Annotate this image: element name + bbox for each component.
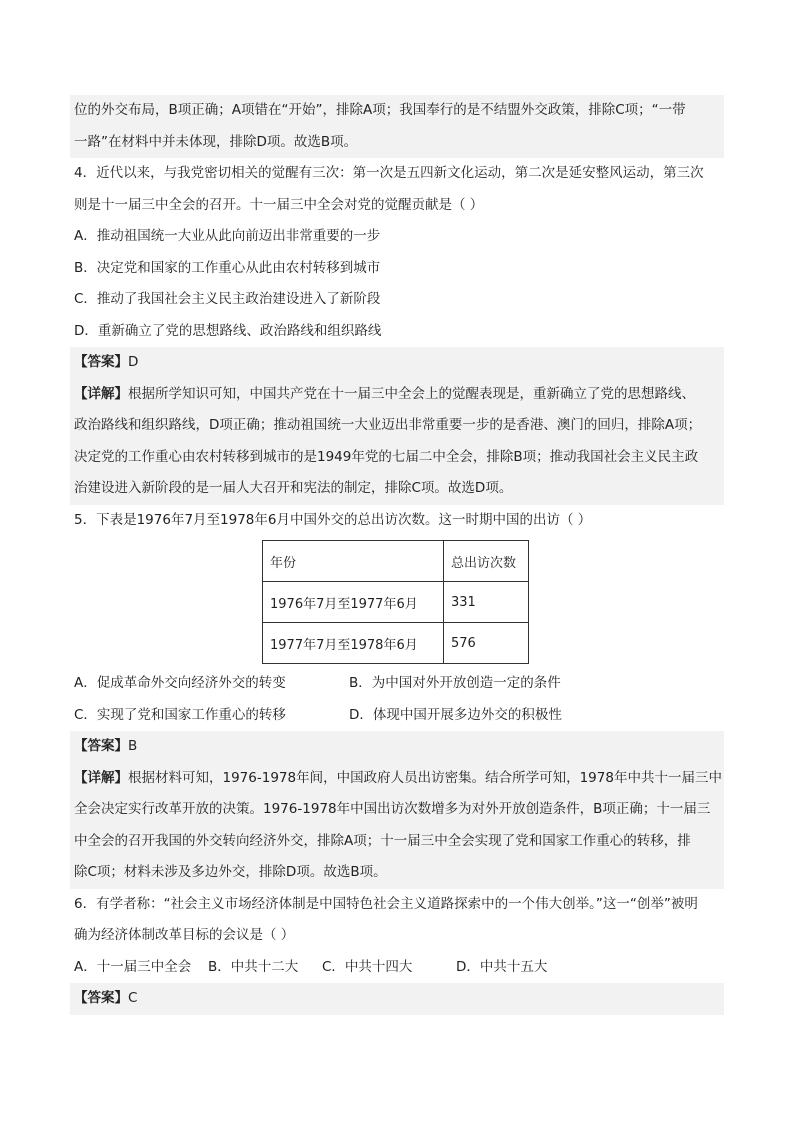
option-d: D．重新确立了党的思想路线、政治路线和组织路线 (74, 322, 382, 339)
detail-line: 治建设进入新阶段的是一届人大召开和宪法的制定，排除C项。故选D项。 (70, 473, 724, 505)
outbound-visits-table (262, 540, 529, 664)
prev-detail-line: 一路”在材料中并未体现，排除D项。故选B项。 (70, 127, 724, 159)
table-row (263, 623, 529, 664)
question-stem: 6．有学者称：“社会主义市场经济体制是中国特色社会主义道路探索中的一个伟大创举。”这一“创举”被明 (74, 895, 698, 912)
detail-line: 政治路线和组织路线，D项正确；推动祖国统一大业迈出非常重要一步的是香港、澳门的回归，排除A项； (70, 410, 724, 442)
detail-line: 除C项；材料未涉及多边外交，排除D项。故选B项。 (70, 857, 724, 889)
table-cell: 1976年7月至1977年6月 (263, 582, 444, 623)
detail-label: 【详解】 (74, 769, 128, 786)
table-header-row (263, 541, 529, 582)
detail-line: 中全会的召开我国的外交转向经济外交，排除A项；十一届三中全会实现了党和国家工作重心的转移，排 (70, 826, 724, 858)
document-page (70, 95, 724, 1015)
table-header-cell: 总出访次数 (444, 541, 529, 582)
detail-line (70, 379, 724, 411)
answer-line (70, 983, 724, 1015)
question-stem: 5．下表是1976年7月至1978年6月中国外交的总出访次数。这一时期中国的出访（ ） (74, 511, 592, 528)
detail-line: 全会决定实行改革开放的决策。1976-1978年中国出访次数增多为对外开放创造条件，B项正确；十一届三 (70, 794, 724, 826)
answer-label: 【答案】 (74, 990, 128, 1006)
answer-value: B (128, 738, 138, 754)
option-b: B．决定党和国家的工作重心从此由农村转移到城市 (74, 259, 381, 276)
option-d: D．中共十五大 (456, 958, 548, 975)
option-a: A．十一届三中全会 (74, 958, 192, 975)
options-row (70, 700, 724, 732)
detail-line (70, 763, 724, 795)
options-row (70, 668, 724, 700)
prev-detail-line: 位的外交布局，B项正确；A项错在“开始”，排除A项；我国奉行的是不结盟外交政策，排除C项；“一带 (70, 95, 724, 127)
question-6 (70, 889, 724, 1015)
answer-value: C (128, 990, 138, 1006)
answer-line (70, 347, 724, 379)
answer-label: 【答案】 (74, 354, 128, 370)
option-c: C．中共十四大 (322, 958, 413, 975)
answer-label: 【答案】 (74, 738, 128, 754)
option-a: A．促成革命外交向经济外交的转变 (74, 675, 286, 691)
question-4 (70, 158, 724, 505)
detail-label: 【详解】 (74, 385, 128, 402)
option-a: A．推动祖国统一大业从此向前迈出非常重要的一步 (74, 228, 381, 244)
question-5 (70, 505, 724, 889)
detail-text: 根据所学知识可知，中国共产党在十一届三中全会上的觉醒表现是，重新确立了党的思想路线、 (128, 385, 695, 402)
table-header-cell: 年份 (263, 541, 444, 582)
answer-line (70, 731, 724, 763)
question-stem: 则是十一届三中全会的召开。十一届三中全会对党的觉醒贡献是（ ） (74, 196, 484, 213)
detail-text: 根据材料可知，1976-1978年间，中国政府人员出访密集。结合所学可知，1978年中共十一届三中 (128, 769, 722, 786)
question-stem: 4．近代以来，与我党密切相关的觉醒有三次：第一次是五四新文化运动，第二次是延安整风运动，第三次 (74, 165, 704, 181)
table-row (263, 582, 529, 623)
answer-value: D (128, 354, 139, 370)
option-c: C．实现了党和国家工作重心的转移 (74, 706, 286, 723)
table-cell: 331 (444, 582, 529, 623)
option-b: B．中共十二大 (208, 958, 299, 975)
option-d: D．体现中国开展多边外交的积极性 (349, 706, 562, 723)
options-row (70, 952, 724, 984)
option-b: B．为中国对外开放创造一定的条件 (349, 675, 561, 691)
table-cell: 576 (444, 623, 529, 664)
option-c: C．推动了我国社会主义民主政治建设进入了新阶段 (74, 291, 381, 307)
detail-line: 决定党的工作重心由农村转移到城市的是1949年党的七届二中全会，排除B项；推动我国社会主义民主政 (70, 442, 724, 474)
table-cell: 1977年7月至1978年6月 (263, 623, 444, 664)
question-stem: 确为经济体制改革目标的会议是（ ） (74, 927, 295, 943)
